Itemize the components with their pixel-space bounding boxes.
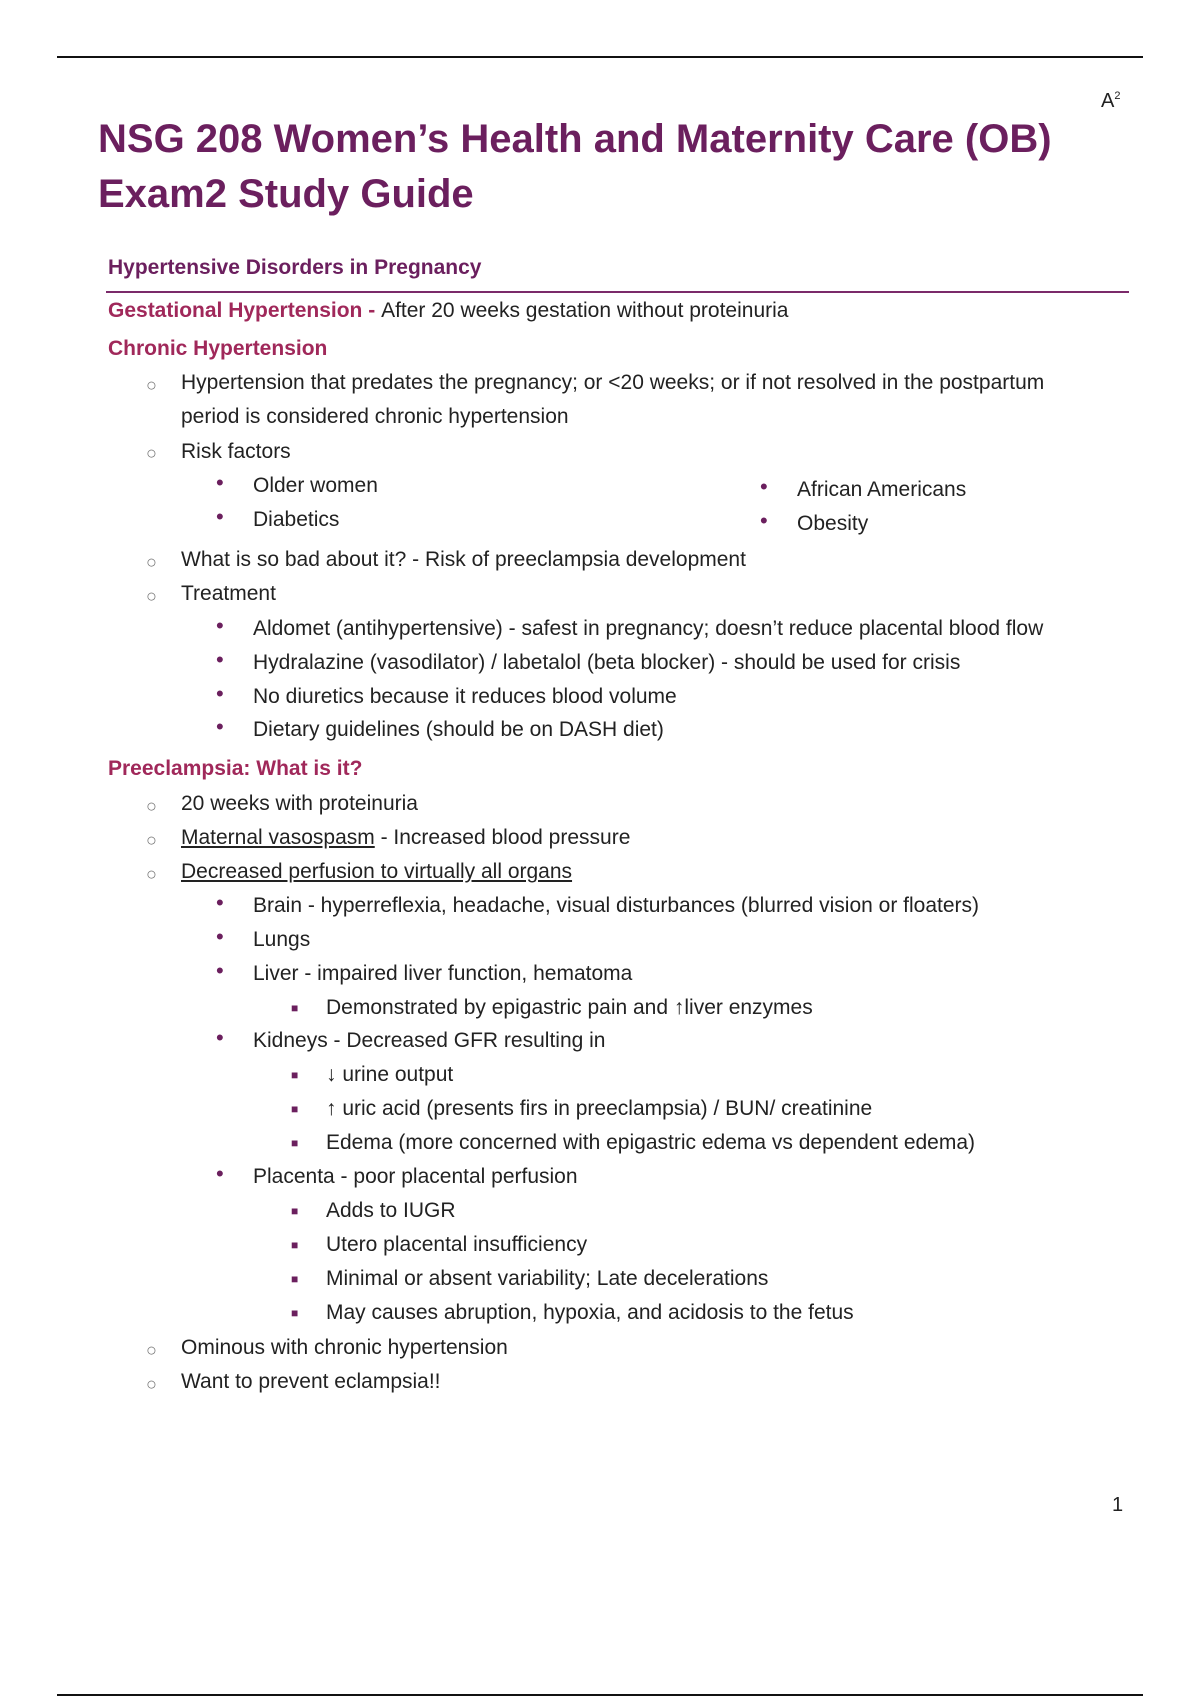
square-bullet-icon: ■ (291, 1306, 299, 1320)
organ-subitem: Adds to IUGR (326, 1199, 456, 1222)
dot-bullet-icon: • (216, 1025, 224, 1050)
dot-bullet-icon: • (216, 470, 224, 495)
page-number: 1 (1112, 1494, 1124, 1516)
preeclampsia-item: Ominous with chronic hypertension (181, 1336, 508, 1359)
treatment-item: Dietary guidelines (should be on DASH diet) (253, 718, 664, 741)
gestational-line (108, 296, 788, 326)
dot-bullet-icon: • (216, 714, 224, 739)
dot-bullet-icon: • (216, 1161, 224, 1186)
organ-subitem: ↑ uric acid (presents firs in preeclampsia) / BUN/ creatinine (326, 1097, 873, 1120)
square-bullet-icon: ■ (291, 1102, 299, 1116)
header-mark: $A^2$ (1101, 90, 1121, 112)
dot-bullet-icon: • (216, 958, 224, 983)
organ-item: Placenta - poor placental perfusion (253, 1165, 578, 1188)
organ-item: Lungs (253, 928, 311, 951)
dot-bullet-icon: • (216, 681, 224, 706)
dot-bullet-icon: • (760, 474, 768, 499)
page-title: NSG 208 Women’s Health and Maternity Care (OB) Exam2 Study Guide (98, 117, 1052, 216)
chronic-bad: What is so bad about it? - Risk of preeclampsia development (181, 548, 746, 571)
hollow-bullet-icon: ○ (146, 1374, 157, 1394)
organ-item: Kidneys - Decreased GFR resulting in (253, 1029, 606, 1052)
organ-item: Liver - impaired liver function, hematoma (253, 962, 633, 985)
section-heading: Hypertensive Disorders in Pregnancy (108, 256, 482, 279)
chronic-def-line1: Hypertension that predates the pregnancy; or <20 weeks; or if not resolved in the postpartum (181, 371, 1045, 394)
bottom-rule (57, 1694, 1143, 1696)
section-rule (106, 291, 1129, 293)
preeclampsia-item: Decreased perfusion to virtually all organs (181, 860, 573, 883)
organ-subitem: ↓ urine output (326, 1063, 454, 1086)
chronic-heading: Chronic Hypertension (108, 337, 328, 360)
square-bullet-icon: ■ (291, 1238, 299, 1252)
treatment-item: Hydralazine (vasodilator) / labetalol (beta blocker) - should be used for crisis (253, 651, 961, 674)
hollow-bullet-icon: ○ (146, 586, 157, 606)
square-bullet-icon: ■ (291, 1204, 299, 1218)
square-bullet-icon: ■ (291, 1068, 299, 1082)
treatment-item: No diuretics because it reduces blood volume (253, 685, 677, 708)
chronic-def-line2: period is considered chronic hypertension (181, 405, 569, 428)
risk-item: Obesity (797, 512, 869, 535)
risk-item: Older women (253, 474, 378, 497)
dot-bullet-icon: • (216, 613, 224, 638)
risk-item: Diabetics (253, 508, 340, 531)
hollow-bullet-icon: ○ (146, 375, 157, 395)
organ-subitem: May causes abruption, hypoxia, and acidosis to the fetus (326, 1301, 854, 1324)
organ-subitem: Utero placental insufficiency (326, 1233, 588, 1256)
hollow-bullet-icon: ○ (146, 796, 157, 816)
square-bullet-icon: ■ (291, 1136, 299, 1150)
organ-item: Brain - hyperreflexia, headache, visual disturbances (blurred vision or floaters) (253, 894, 980, 917)
organ-subitem: Edema (more concerned with epigastric edema vs dependent edema) (326, 1131, 976, 1154)
preeclampsia-heading: Preeclampsia: What is it? (108, 757, 363, 780)
organ-subitem: Minimal or absent variability; Late decelerations (326, 1267, 769, 1290)
treatment-item: Aldomet (antihypertensive) - safest in pregnancy; doesn’t reduce placental blood flow (253, 617, 1044, 640)
vasospasm-desc: - Increased blood pressure (374, 826, 631, 849)
hollow-bullet-icon: ○ (146, 443, 157, 463)
hollow-bullet-icon: ○ (146, 552, 157, 572)
square-bullet-icon: ■ (291, 1001, 299, 1015)
vasospasm-term: Maternal vasospasm (181, 826, 375, 849)
risk-item: African Americans (797, 478, 967, 501)
hollow-bullet-icon: ○ (146, 864, 157, 884)
treatment-label: Treatment (181, 582, 276, 605)
dot-bullet-icon: • (760, 508, 768, 533)
gestational-label: Gestational Hypertension - (108, 299, 382, 322)
risk-label: Risk factors (181, 440, 291, 463)
preeclampsia-item: Want to prevent eclampsia!! (181, 1370, 441, 1393)
gestational-text: After 20 weeks gestation without proteinuria (381, 299, 789, 322)
preeclampsia-item: 20 weeks with proteinuria (181, 792, 418, 815)
top-rule (57, 56, 1143, 58)
dot-bullet-icon: • (216, 890, 224, 915)
hollow-bullet-icon: ○ (146, 830, 157, 850)
square-bullet-icon: ■ (291, 1272, 299, 1286)
organ-subitem: Demonstrated by epigastric pain and ↑liver enzymes (326, 996, 813, 1019)
dot-bullet-icon: • (216, 647, 224, 672)
dot-bullet-icon: • (216, 504, 224, 529)
hollow-bullet-icon: ○ (146, 1340, 157, 1360)
dot-bullet-icon: • (216, 924, 224, 949)
preeclampsia-item (181, 823, 630, 853)
